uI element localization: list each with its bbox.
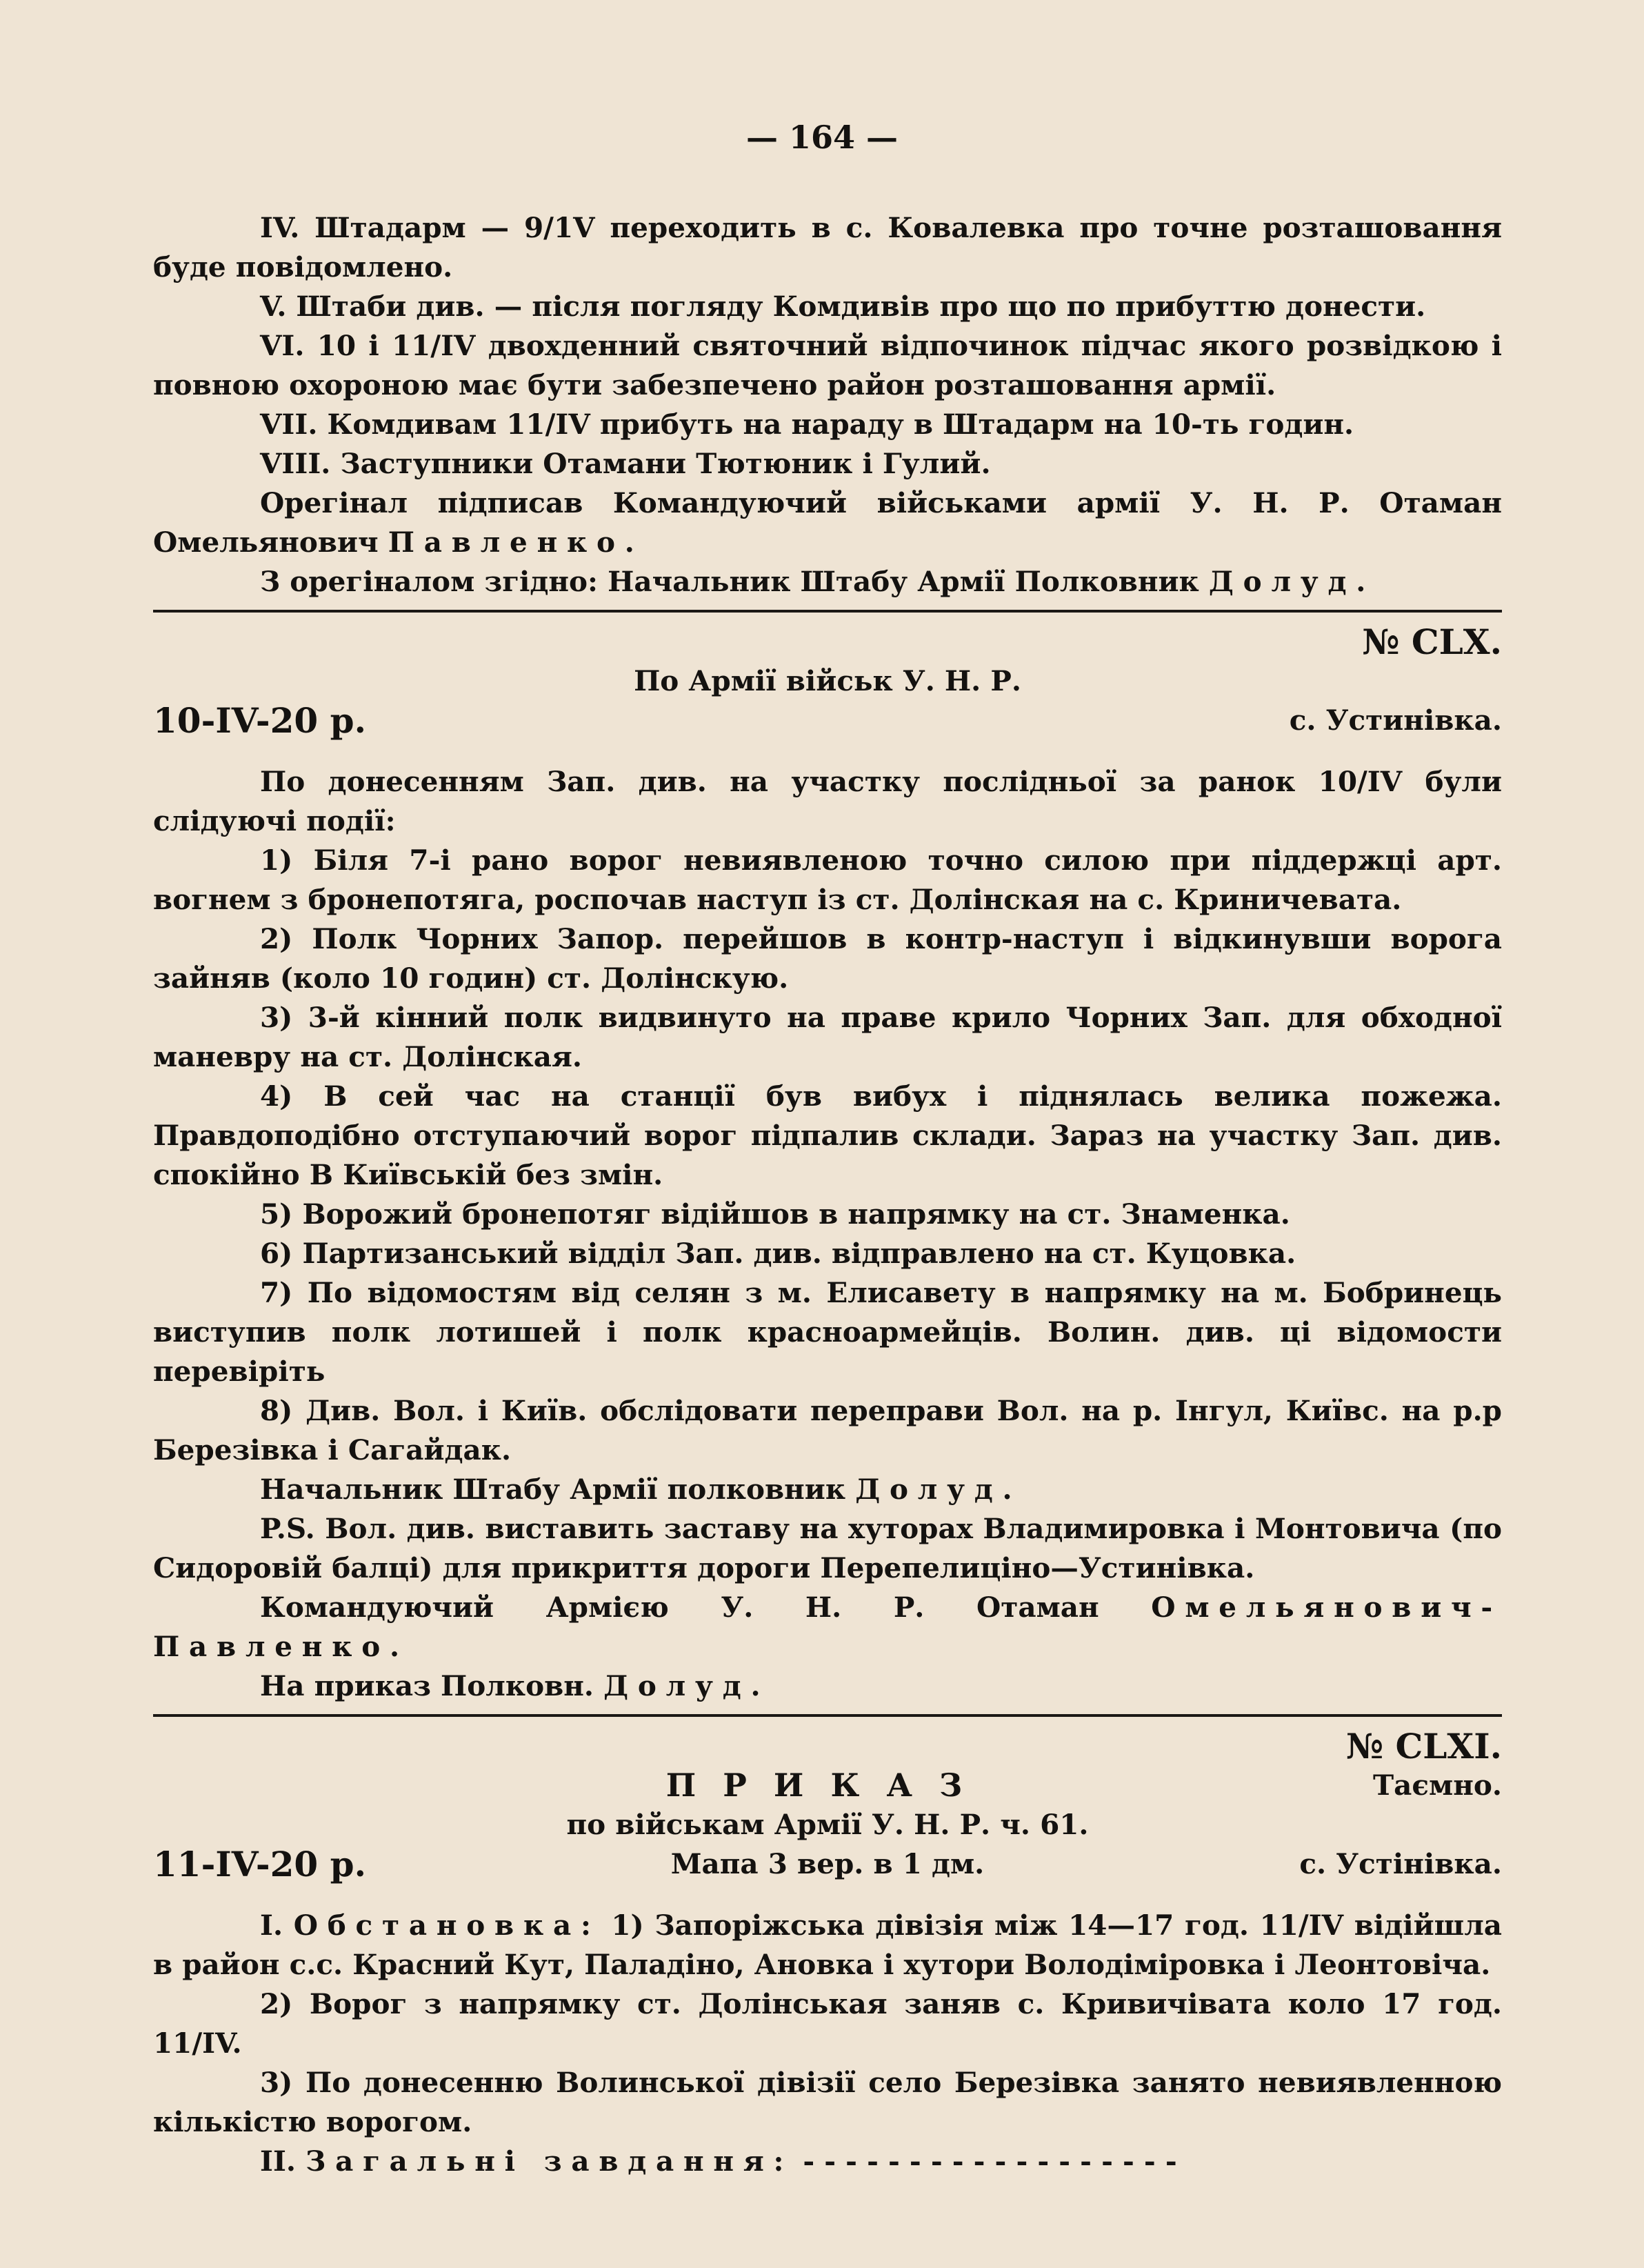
order-subtitle: по військам Армії У. Н. Р. ч. 61. [566, 1808, 1089, 1841]
section-label: Загальні завдання: [305, 2145, 794, 2178]
order-subtitle-row [153, 1805, 1502, 1844]
order-number-row [153, 622, 1502, 662]
signature-certified-name: Долуд. [1208, 565, 1376, 598]
order-number: № CLXI. [1345, 1726, 1502, 1767]
section-divider [153, 1714, 1502, 1717]
situation-3: 3) По донесенню Волинської дівізії село Березівка занято невиявленною кількістю ворогом. [153, 2066, 1502, 2138]
order-heading-row [153, 662, 1502, 701]
page-content [153, 208, 1502, 2181]
order-heading: По Армії військ У. Н. Р. [634, 664, 1021, 697]
signature-order [153, 1667, 1502, 1706]
general-tasks [153, 2142, 1502, 2181]
order-date: 11-IV-20 р. [153, 1844, 366, 1884]
signature-commander [153, 1588, 1502, 1667]
report-item-2: 2) Полк Чорних Запор. перейшов в контр-наступ і відкинувши ворога зайняв (коло 10 годин) ст. Долінскую. [153, 922, 1502, 995]
signature-original-text: Орегінал підписав Командуючий військами армії У. Н. Р. Отаман Омельянович [153, 486, 1502, 559]
paragraph-viii: VIII. Заступники Отамани Тютюник і Гулий. [260, 447, 991, 480]
order-date-row [153, 1844, 1502, 1884]
report-item-7: 7) По відомостям від селян з м. Елисавету в напрямку на м. Бобринець виступив полк лотишей і полк красноармейців. Волин. див. ці відомости перевіріть [153, 1276, 1502, 1388]
map-scale: Мапа 3 вер. в 1 дм. [670, 1847, 985, 1880]
spacer [153, 740, 1502, 762]
signature-certified [153, 562, 1502, 601]
section-label: Обстановка: [293, 1909, 601, 1942]
report-item-6: 6) Партизанський відділ Зап. див. відправлено на ст. Куцовка. [260, 1237, 1296, 1270]
order-date-row [153, 701, 1502, 740]
signature-order-text: На приказ Полковн. [260, 1669, 604, 1702]
report-item-5: 5) Ворожий бронепотяг відійшов в напрямку на ст. Знаменка. [260, 1197, 1290, 1231]
order-number-row [153, 1727, 1502, 1766]
order-place: с. Устинівка. [1289, 704, 1502, 737]
signature-commander-text: Командуючий Армією У. Н. Р. Отаман [260, 1591, 1152, 1624]
order-place: с. Устінівка. [1299, 1847, 1502, 1880]
report-item-3: 3) 3-й кінний полк видвинуто на праве крило Чорних Зап. для обходної маневру на ст. Долінская. [153, 1001, 1502, 1073]
signature-original [153, 484, 1502, 562]
report-item-8: 8) Див. Вол. і Київ. обслідовати переправи Вол. на р. Інгул, Київс. на р.р Березівка і Сагайдак. [153, 1394, 1502, 1466]
signature-chief-name: Долуд. [855, 1473, 1022, 1506]
situation-1 [153, 1906, 1502, 1984]
signature-original-name: Павленко. [388, 526, 644, 559]
paragraph-vii: VII. Комдивам 11/IV прибуть на нараду в Штадарм на 10-ть годин. [260, 408, 1354, 441]
spacer [153, 1884, 1502, 1906]
signature-order-name: Долуд. [603, 1669, 770, 1702]
paragraph-vi: VI. 10 і 11/IV двохденний святочний відпочинок підчас якого розвідкою і повною охороною має бути забезпечено район розташовання армії. [153, 329, 1502, 401]
paragraph-iv: IV. Штадарм — 9/1V переходить в с. Ковалевка про точне розташовання буде повідомлено. [153, 211, 1502, 284]
signature-certified-text: З орегіналом згідно: Начальник Штабу Армії Полковник [260, 565, 1209, 598]
signature-chief [153, 1470, 1502, 1509]
paragraph-v: V. Штаби див. — після погляду Комдивів про що по прибуттю донести. [260, 290, 1426, 323]
situation-2: 2) Ворог з напрямку ст. Долінськая заняв с. Кривичівата коло 17 год. 11/IV. [153, 1987, 1502, 2060]
order-number: № CLX. [1362, 621, 1502, 662]
secret-label: Таємно. [1373, 1769, 1502, 1802]
signature-commander-name: Омельянович-Павленко. [153, 1591, 1502, 1663]
report-item-1: 1) Біля 7-і рано ворог невиявленою точно силою при піддержці арт. вогнем з бронепотяга, роспочав наступ із ст. Долінская на с. Криничевата. [153, 844, 1502, 916]
dash-leader: - - - - - - - - - - - - - - - - - - [793, 2145, 1177, 2178]
section-numeral: II. [260, 2145, 306, 2178]
signature-chief-text: Начальник Штабу Армії полковник [260, 1473, 856, 1506]
section-divider [153, 610, 1502, 613]
report-intro: По донесенням Зап. див. на участку послідньої за ранок 10/IV були слідуючі події: [153, 765, 1502, 837]
report-item-4: 4) В сей час на станції був вибух і піднялась велика пожежа. Правдоподібно отступаючий ворог підпалив склади. Зараз на участку Зап. див. спокійно В Київській без змін. [153, 1080, 1502, 1191]
postscript: P.S. Вол. див. виставить заставу на хуторах Владимировка і Монтовича (по Сидоровій балці) для прикриття дороги Перепелиціно—Устинівка. [153, 1512, 1502, 1584]
order-title: ПРИКАЗ [665, 1767, 990, 1804]
order-date: 10-IV-20 р. [153, 700, 366, 741]
situation-1-text: 1) Запоріжська дівізія між 14—17 год. 11/IV відійшла в район с.с. Красний Кут, Паладіно, Ановка і хутори Володіміровка і Леонтовіча. [153, 1909, 1502, 1981]
page-number: — 164 — [745, 119, 899, 156]
order-title-row [153, 1766, 1502, 1805]
section-numeral: I. [260, 1909, 294, 1942]
